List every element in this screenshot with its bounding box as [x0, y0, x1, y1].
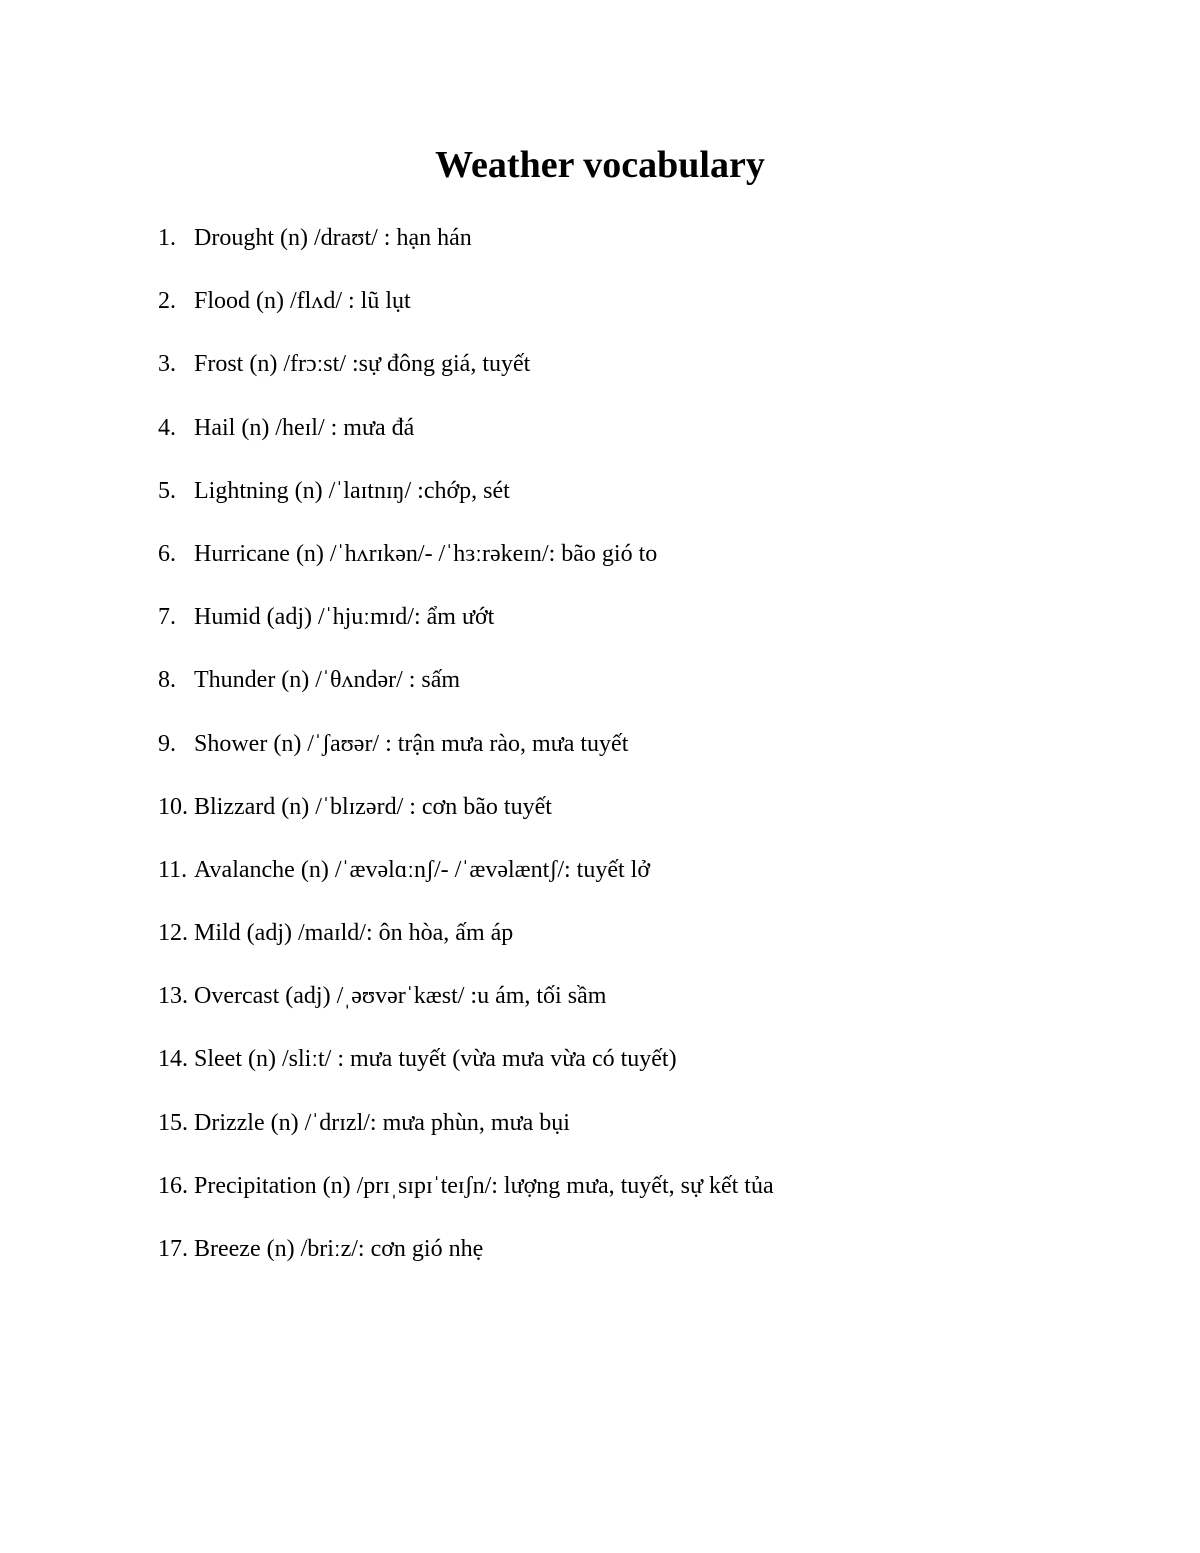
- vocab-item: [158, 348, 774, 411]
- vocab-item-number: 13.: [158, 983, 188, 1010]
- vocab-item: [158, 664, 774, 727]
- vocab-item: [158, 791, 774, 854]
- vocab-item-text: Hail (n) /heɪl/ : mưa đá: [194, 414, 415, 441]
- vocab-item-number: 2.: [158, 288, 176, 315]
- vocab-item-text: Blizzard (n) /ˈblɪzərd/ : cơn bão tuyết: [194, 793, 552, 820]
- vocab-item-number: 8.: [158, 667, 176, 694]
- vocab-item: [158, 222, 774, 285]
- vocabulary-list: [158, 222, 774, 1296]
- vocab-item: [158, 728, 774, 791]
- vocab-item-number: 6.: [158, 540, 176, 567]
- vocab-item-text: Overcast (adj) /ˌəʊvərˈkæst/ :u ám, tối sầm: [194, 983, 607, 1010]
- vocab-item: [158, 854, 774, 917]
- vocab-item: [158, 1043, 774, 1106]
- vocab-item: [158, 1170, 774, 1233]
- vocab-item: [158, 1107, 774, 1170]
- vocab-item-number: 10.: [158, 793, 188, 820]
- vocab-item-text: Breeze (n) /briːz/: cơn gió nhẹ: [194, 1236, 484, 1262]
- vocab-item-text: Hurricane (n) /ˈhʌrɪkən/- /ˈhɜːrəkeɪn/: bão gió to: [194, 540, 658, 567]
- vocab-item: [158, 538, 774, 601]
- vocab-item-text: Drizzle (n) /ˈdrɪzl/: mưa phùn, mưa bụi: [194, 1109, 570, 1136]
- vocab-item-text: Lightning (n) /ˈlaɪtnɪŋ/ :chớp, sét: [194, 477, 510, 504]
- vocab-item-number: 4.: [158, 414, 176, 441]
- vocab-item: [158, 475, 774, 538]
- vocab-item-text: Humid (adj) /ˈhjuːmɪd/: ẩm ướt: [194, 604, 495, 631]
- vocab-item: [158, 601, 774, 664]
- vocab-item-number: 11.: [158, 856, 188, 883]
- vocab-item-text: Thunder (n) /ˈθʌndər/ : sấm: [194, 667, 461, 694]
- vocab-item-text: Drought (n) /draʊt/ : hạn hán: [194, 225, 472, 251]
- vocab-item-text: Flood (n) /flʌd/ : lũ lụt: [194, 288, 411, 315]
- vocab-item-number: 3.: [158, 351, 176, 378]
- vocab-item-number: 12.: [158, 920, 188, 947]
- vocab-item-number: 1.: [158, 225, 176, 251]
- vocab-item-text: Frost (n) /frɔːst/ :sự đông giá, tuyết: [194, 351, 531, 378]
- vocab-item: [158, 412, 774, 475]
- vocab-item-text: Precipitation (n) /prɪˌsɪpɪˈteɪʃn/: lượng mưa, tuyết, sự kết tủa: [194, 1172, 774, 1199]
- vocab-item: [158, 917, 774, 980]
- vocab-item-number: 16.: [158, 1172, 188, 1199]
- vocab-item-number: 7.: [158, 604, 176, 631]
- vocab-item-number: 5.: [158, 477, 176, 504]
- vocab-item-text: Shower (n) /ˈʃaʊər/ : trận mưa rào, mưa tuyết: [194, 730, 629, 757]
- vocab-item-number: 14.: [158, 1046, 188, 1073]
- vocab-item-text: Avalanche (n) /ˈævəlɑːnʃ/- /ˈævəlæntʃ/: tuyết lở: [194, 856, 651, 883]
- vocab-item: [158, 980, 774, 1043]
- vocab-item-text: Mild (adj) /maɪld/: ôn hòa, ấm áp: [194, 920, 514, 947]
- vocab-item-number: 17.: [158, 1236, 188, 1262]
- page-title: Weather vocabulary: [435, 144, 765, 186]
- vocab-item: [158, 1233, 774, 1296]
- vocab-item: [158, 285, 774, 348]
- vocab-item-number: 15.: [158, 1109, 188, 1136]
- vocab-item-text: Sleet (n) /sliːt/ : mưa tuyết (vừa mưa vừa có tuyết): [194, 1046, 677, 1073]
- vocab-item-number: 9.: [158, 730, 176, 757]
